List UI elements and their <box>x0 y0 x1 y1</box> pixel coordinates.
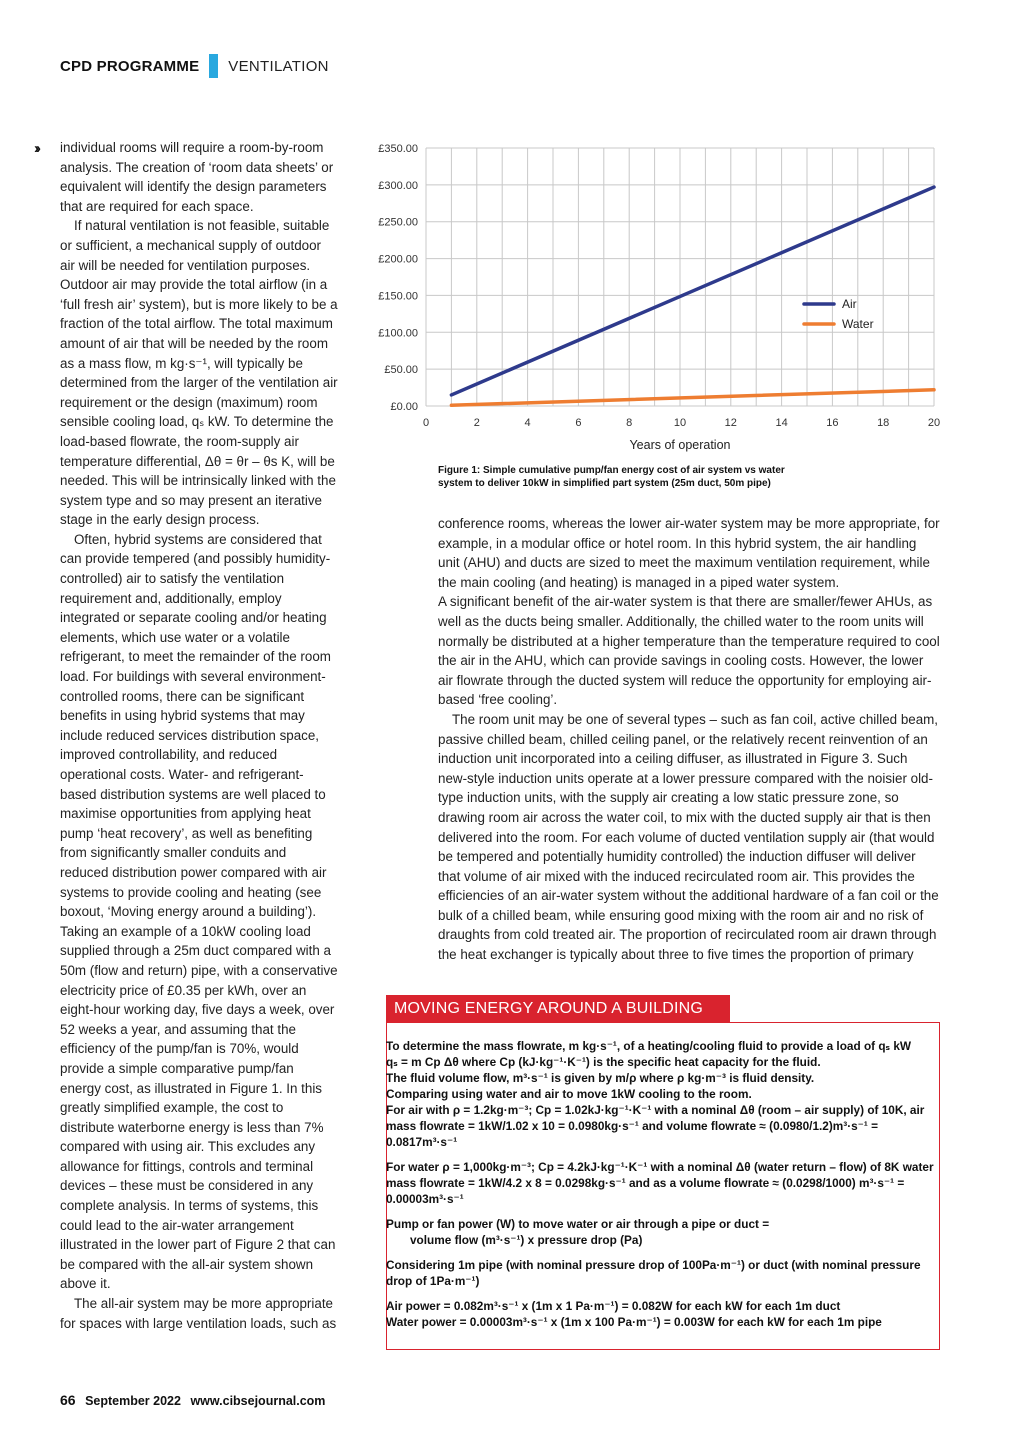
y-tick-label: £300.00 <box>378 179 418 192</box>
y-tick-label: £250.00 <box>378 216 418 229</box>
left-paragraph: Often, hybrid systems are considered that can provide tempered (and possibly humidity-controlled) air to satisfy the ventilation requirement and, additionally, employ integrated or separate cooling and/or heating elements, which use water or a volatile refrigerant, to meet the remainder of the room load. For buildings with several environment-controlled rooms, there can be significant benefits in using hybrid systems that may include reduced services distribution space, improved controllability, and reduced operational costs. Water- and refrigerant-based distribution systems are well placed to maximise opportunities from applying heat pump ‘heat recovery’, as well as benefiting from significantly smaller conduits and reduced distribution power compared with air systems to provide cooling and heating (see boxout, ‘Moving energy around a building’). Taking an example of a 10kW cooling load supplied through a 25m duct compared with a 50m (flow and return) pipe, with a conservative electricity price of £0.35 per kWh, over an eight-hour working day, five days a week, over 52 weeks a year, and assuming that the efficiency of the pump/fan is 70%, would provide a simple comparative pump/fan energy cost, as illustrated in Figure 1. In this greatly simplified example, the cost to distribute waterborne energy is less than 7% compared with using air. This excludes any allowance for fittings, controls and terminal devices – these must be considered in any complete analysis. In terms of systems, this could lead to the air-water arrangement illustrated in the lower part of Figure 2 that can be compared with the all-air system shown above it. <box>60 531 338 1292</box>
right-paragraph: A significant benefit of the air-water system is that there are smaller/fewer AHUs, as well as the ducts being smaller. Additionally, the chilled water to the room units will normally be distributed at a higher temperature than the temperature required to cool the air in the AHU, which can provide savings in cooling costs. However, the lower air flowrate through the ducted system will reduce the opportunity for employing air-based ‘free cooling’. <box>438 594 940 708</box>
header-accent-bar <box>209 54 218 78</box>
x-axis-label: Years of operation <box>629 438 731 452</box>
x-tick-label: 4 <box>524 417 531 429</box>
y-tick-label: £100.00 <box>378 327 418 340</box>
figure-1-chart <box>368 138 948 458</box>
legend-label-air: Air <box>842 297 857 311</box>
journal-url: www.cibsejournal.com <box>190 1394 326 1408</box>
boxout-power-line1: Pump or fan power (W) to move water or air through a pipe or duct = <box>386 1217 770 1231</box>
boxout-body <box>386 1038 934 1339</box>
boxout-line: Comparing using water and air to move 1kW cooling to the room. <box>386 1087 752 1101</box>
legend-label-water: Water <box>842 317 874 331</box>
right-paragraph: The room unit may be one of several types – such as fan coil, active chilled beam, passive chilled beam, chilled ceiling panel, or the relatively recent reinvention of an induction unit incorporated into a ceiling diffuser, as illustrated in Figure 3. Such new-style induction units operate at a lower pressure compared with the noisier old-type induction units, with the supply air creating a low static pressure zone, so drawing room air across the water coil, to mix with the ducted supply air that is then delivered into the room. For each volume of ducted ventilation supply air (that would be tempered and potentially humidity controlled) the induction diffuser will deliver that volume of air mixed with the induced recirculated room air. This provides the efficiencies of an air-water system without the additional hardware of a fan coil or the bulk of a chilled beam, while ensuring good mixing with the room air and no risk of draughts from cold treated air. The proportion of recirculated room air drawn through the heat exchanger is typically about three to five times the proportion of primary <box>438 711 939 963</box>
series-line-air <box>451 187 934 395</box>
x-tick-label: 8 <box>626 417 633 429</box>
y-tick-label: £200.00 <box>378 253 418 266</box>
x-tick-label: 6 <box>575 417 582 429</box>
boxout-water: For water ρ = 1,000kg·m⁻³; Cp = 4.2kJ·kg⁻¹·K⁻¹ with a nominal Δθ (water return – flow) of 8K water mass flowrate = 1kW/4.2 x 8 = 0.0298kg·s⁻¹ and as a volume flowrate ≈ (0.0298/1000) m³·s⁻¹ = 0.00003m³·s⁻¹ <box>386 1160 934 1206</box>
boxout-line: qₛ = m Cp Δθ where Cp (kJ·kg⁻¹·K⁻¹) is the specific heat capacity for the fluid. <box>386 1055 821 1069</box>
boxout-intro <box>386 1038 934 1150</box>
y-tick-label: £0.00 <box>390 401 418 413</box>
y-tick-label: £350.00 <box>378 143 418 155</box>
right-column <box>438 514 940 965</box>
boxout-power-line2: volume flow (m³·s⁻¹) x pressure drop (Pa) <box>410 1233 643 1247</box>
x-tick-label: 12 <box>724 417 737 429</box>
y-tick-label: £150.00 <box>378 290 418 303</box>
boxout-results <box>386 1298 934 1330</box>
x-tick-label: 10 <box>673 417 687 429</box>
double-chevron-right-icon: ›› <box>34 140 38 157</box>
boxout-considering: Considering 1m pipe (with nominal pressure drop of 100Pa·m⁻¹) or duct (with nominal pressure drop of 1Pa·m⁻¹) <box>386 1258 921 1288</box>
series-line-water <box>451 390 934 405</box>
boxout-power <box>386 1216 934 1248</box>
x-tick-label: 18 <box>877 417 890 429</box>
x-tick-label: 16 <box>826 417 839 429</box>
boxout-water-power: Water power = 0.00003m³·s⁻¹ x (1m x 100 Pa·m⁻¹) = 0.003W for each kW for each 1m pipe <box>386 1315 882 1329</box>
page-header <box>60 52 329 80</box>
x-tick-label: 14 <box>775 417 788 429</box>
figure-caption: Figure 1: Simple cumulative pump/fan energy cost of air system vs water system to deliver 10kW in simplified part system (25m duct, 50m pipe) <box>438 465 785 489</box>
page-footer <box>60 1392 325 1408</box>
boxout-line: For air with ρ = 1.2kg·m⁻³; Cp = 1.02kJ·kg⁻¹·K⁻¹ with a nominal Δθ (room – air supply) of 10K, air mass flowrate = 1kW/1.02 x 10 = 0.0980kg·s⁻¹ and volume flowrate ≈ (0.0980/1.2)m³·s⁻¹ = 0.0817m³·s⁻¹ <box>386 1103 925 1149</box>
right-paragraph: conference rooms, whereas the lower air-water system may be more appropriate, for example, in a modular office or hotel room. In this hybrid system, the air handling unit (AHU) and ducts are sized to meet the maximum ventilation requirement, while the main cooling (and heating) is managed in a piped water system. <box>438 516 940 590</box>
y-tick-label: £50.00 <box>384 364 418 377</box>
left-paragraph: If natural ventilation is not feasible, suitable or sufficient, a mechanical supply of outdoor air will be needed for ventilation purposes. Outdoor air may provide the total airflow (in a ‘full fresh air’ system), but is more likely to be a fraction of the total airflow. The total maximum amount of air that will be needed by the room as a mass flow, m kg·s⁻¹, will typically be determined from the larger of the ventilation air requirement or the design (maximum) room sensible cooling load, qₛ kW. To determine the load-based flowrate, the room-supply air temperature differential, Δθ = θr – θs K, will be needed. This will be intrinsically linked with the system type and so may present an iterative stage in the early design process. <box>60 218 338 528</box>
left-paragraph: individual rooms will require a room-by-room analysis. The creation of ‘room data sheets’ or equivalent will identify the design parameters that are required for each space. <box>60 140 334 214</box>
section-label: VENTILATION <box>228 57 329 75</box>
boxout-title: MOVING ENERGY AROUND A BUILDING <box>386 995 730 1023</box>
x-tick-label: 2 <box>473 417 480 429</box>
issue-date: September 2022 <box>85 1394 181 1408</box>
x-tick-label: 0 <box>422 417 430 429</box>
programme-label: CPD PROGRAMME <box>60 57 200 75</box>
left-column <box>34 138 338 1333</box>
boxout-air-power: Air power = 0.082m³·s⁻¹ x (1m x 1 Pa·m⁻¹) = 0.082W for each kW for each 1m duct <box>386 1299 841 1313</box>
boxout-line: The fluid volume flow, m³·s⁻¹ is given by m/ρ where ρ kg·m⁻³ is fluid density. <box>386 1071 815 1085</box>
x-tick-label: 20 <box>927 417 941 429</box>
page-number: 66 <box>60 1392 76 1408</box>
boxout-line: To determine the mass flowrate, m kg·s⁻¹, of a heating/cooling fluid to provide a load of qₛ kW <box>386 1039 912 1053</box>
line-chart <box>368 138 948 458</box>
left-paragraph: The all-air system may be more appropriate for spaces with large ventilation loads, such as <box>60 1296 337 1331</box>
